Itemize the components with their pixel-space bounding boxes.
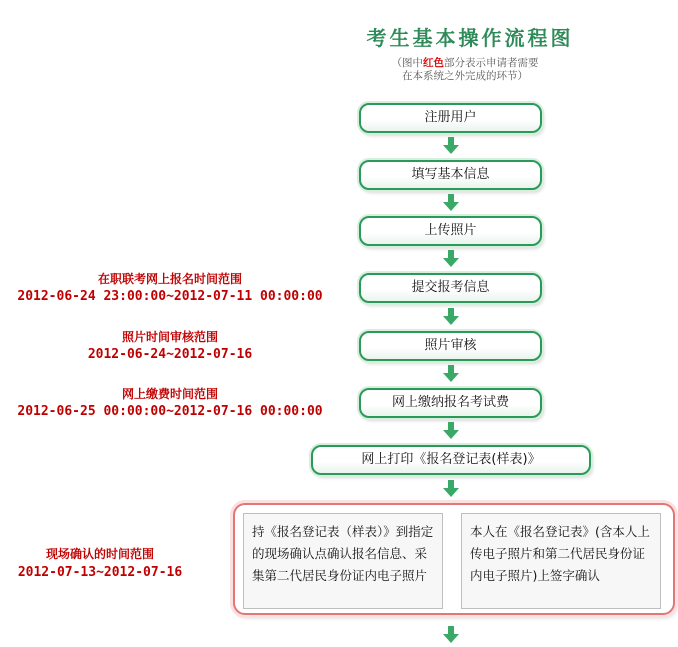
step-online-payment — [359, 388, 542, 418]
step-upload-photo — [359, 216, 542, 246]
side-note-range: 2012-07-13~2012-07-16 — [17, 565, 183, 580]
side-note-range: 2012-06-25 00:00:00~2012-07-16 00:00:00 — [17, 404, 323, 419]
step-label: 上传照片 — [424, 223, 477, 238]
flow-arrow-icon — [443, 194, 459, 212]
flow-arrow-icon — [443, 626, 459, 644]
flow-arrow-icon — [443, 250, 459, 268]
side-note-title: 照片时间审核范围 — [121, 330, 218, 344]
side-note-range: 2012-06-24~2012-07-16 — [87, 347, 253, 362]
flow-arrow-icon — [443, 480, 459, 498]
step-label: 填写基本信息 — [411, 167, 490, 182]
onsite-confirm-text: 持《报名登记表（样表）》到指定的现场确认点确认报名信息、采集第二代居民身份证内电子照片 — [243, 513, 443, 609]
note-line2: 在本系统之外完成的环节） — [402, 70, 528, 82]
step-label: 提交报考信息 — [411, 280, 490, 295]
page-title: 考生基本操作流程图 — [366, 26, 574, 50]
step-submit-application — [359, 273, 542, 303]
step-fill-basic-info — [359, 160, 542, 190]
note-prefix: （图中 — [391, 57, 423, 69]
step-label: 注册用户 — [424, 110, 477, 125]
flow-arrow-icon — [443, 422, 459, 440]
flow-arrow-icon — [443, 308, 459, 326]
flow-arrow-icon — [443, 365, 459, 383]
step-register-user — [359, 103, 542, 133]
note-highlight: 红色 — [423, 57, 444, 69]
side-note-title: 网上缴费时间范围 — [121, 387, 218, 401]
side-note-title: 现场确认的时间范围 — [45, 547, 154, 561]
side-note-title: 在职联考网上报名时间范围 — [97, 272, 242, 286]
step-print-form — [311, 445, 591, 475]
side-note-range: 2012-06-24 23:00:00~2012-07-11 00:00:00 — [17, 289, 323, 304]
note-suffix: 部分表示申请者需要 — [444, 57, 539, 69]
step-label: 网上缴纳报名考试费 — [391, 395, 509, 410]
legend-note — [360, 57, 570, 83]
flow-arrow-icon — [443, 137, 459, 155]
signature-confirm-text: 本人在《报名登记表》(含本人上传电子照片和第二代居民身份证内电子照片)上签字确认 — [461, 513, 661, 609]
onsite-confirmation-box — [233, 503, 675, 615]
step-label: 网上打印《报名登记表(样表)》 — [361, 452, 541, 467]
step-label: 照片审核 — [424, 338, 477, 353]
step-photo-review — [359, 331, 542, 361]
